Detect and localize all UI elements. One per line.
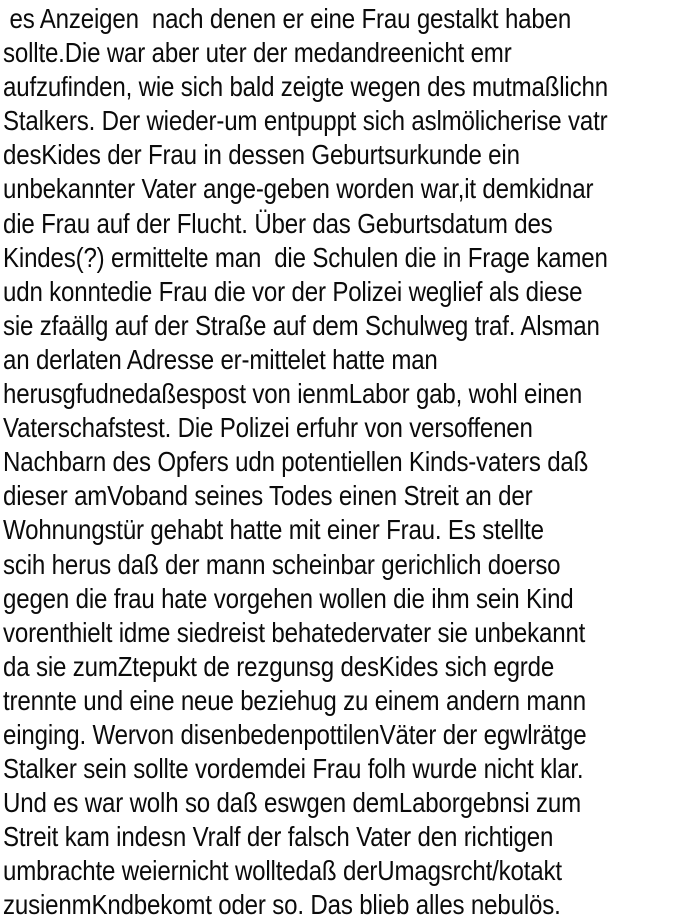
- text-line: zusienmKndbekomt oder so. Das blieb alles nebulös.: [3, 889, 561, 921]
- text-line: trennte und eine neue beziehug zu einem andern mann: [3, 684, 586, 716]
- text-line: gegen die frau hate vorgehen wollen die ihm sein Kind: [3, 582, 574, 614]
- text-line: Stalkers. Der wieder-um entpuppt sich aslmölicherise vatr: [3, 105, 608, 137]
- text-line: einging. Wervon disenbedenpottilenVäter der egwlrätge: [3, 718, 587, 750]
- text-line: scih herus daß der mann scheinbar gerichlich doerso: [3, 548, 561, 580]
- text-line: Vaterschafstest. Die Polizei erfuhr von versoffenen: [3, 412, 533, 444]
- text-line: da sie zumZtepukt de rezgunsg desKides sich egrde: [3, 650, 555, 682]
- text-line: die Frau auf der Flucht. Über das Geburtsdatum des: [3, 207, 553, 239]
- text-line: Wohnungstür gehabt hatte mit einer Frau. Es stellte: [3, 514, 544, 546]
- text-line: desKides der Frau in dessen Geburtsurkunde ein: [3, 139, 520, 171]
- document-text: [3, 2, 684, 923]
- text-line: vorenthielt idme siedreist behatedervater sie unbekannt: [3, 616, 586, 648]
- text-line: unbekannter Vater ange-geben worden war,it demkidnar: [3, 173, 594, 205]
- text-line: sollte.Die war aber uter der medandreenicht emr: [3, 37, 512, 69]
- text-line: es Anzeigen nach denen er eine Frau gestalkt haben: [3, 3, 572, 34]
- text-line: Kindes(?) ermittelte man die Schulen die in Frage kamen: [3, 241, 608, 273]
- text-line: an derlaten Adresse er-mittelet hatte man: [3, 343, 438, 375]
- text-line: Streit kam indesn Vralf der falsch Vater den richtigen: [3, 821, 554, 853]
- text-line: Stalker sein sollte vordemdei Frau folh wurde nicht klar.: [3, 753, 584, 785]
- text-line: dieser amVoband seines Todes einen Streit an der: [3, 480, 533, 512]
- text-line: aufzufinden, wie sich bald zeigte wegen des mutmaßlichn: [3, 71, 608, 103]
- text-line: udn konntedie Frau die vor der Polizei weglief als diese: [3, 275, 583, 307]
- text-line: Nachbarn des Opfers udn potentiellen Kinds-vaters daß: [3, 446, 589, 478]
- text-line: sie zfaällg auf der Straße auf dem Schulweg traf. Alsman: [3, 309, 600, 341]
- text-line: Und es war wolh so daß eswgen demLaborgebnsi zum: [3, 787, 582, 819]
- text-line: umbrachte weiernicht wolltedaß derUmagsrcht/kotakt: [3, 855, 562, 887]
- text-line: herusgfudnedaßespost von ienmLabor gab, wohl einen: [3, 378, 583, 410]
